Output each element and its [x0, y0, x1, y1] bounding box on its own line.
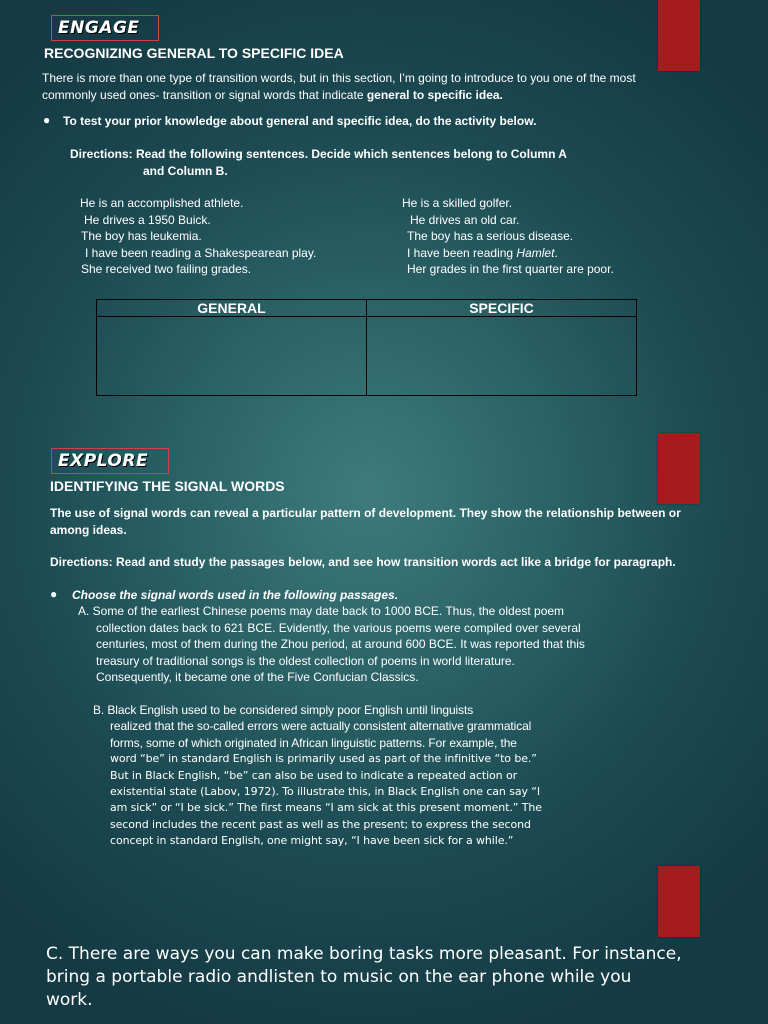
passage-a: [78, 603, 585, 686]
passage-b: [93, 702, 542, 850]
explore-tag: EXPLORE: [51, 448, 169, 474]
passage-b-line: second includes the recent past as well as the present; to express the second: [110, 817, 531, 831]
passage-c-line: work.: [46, 990, 93, 1010]
engage-heading: RECOGNIZING GENERAL TO SPECIFIC IDEA: [44, 45, 344, 61]
left-sentence-list: [80, 195, 316, 278]
engage-directions: [70, 146, 567, 180]
passage-b-line: realized that the so-called errors were actually consistent alternative grammatical: [110, 719, 532, 734]
right-sentence-4-suffix: .: [554, 245, 558, 260]
red-accent-bar-bottom: [658, 866, 700, 937]
engage-directions-line2: and Column B.: [143, 164, 228, 178]
engage-intro-line2: [42, 87, 742, 104]
table-header-general: GENERAL: [97, 300, 367, 317]
passage-a-line: Consequently, it became one of the Five Confucian Classics.: [96, 670, 419, 685]
list-item: He is a skilled golfer.: [402, 196, 513, 210]
list-item: [402, 245, 614, 262]
passage-b-line: existential state (Labov, 1972). To illustrate this, in Black English one can say “I: [110, 785, 541, 799]
passage-a-line: treasury of traditional songs is the oldest collection of poems in world literature.: [96, 653, 515, 668]
explore-intro-line2: among ideas.: [50, 523, 127, 537]
passage-c: [46, 943, 682, 1012]
passage-c-line: bring a portable radio andlisten to music on the ear phone while you: [46, 967, 632, 987]
list-item: Her grades in the first quarter are poor.: [407, 262, 614, 276]
table-cell-specific[interactable]: [367, 317, 637, 396]
list-item: He is an accomplished athlete.: [80, 196, 244, 210]
right-sentence-4-text: I have been reading: [407, 245, 517, 260]
engage-intro-line2-plain: commonly used ones- transition or signal words that indicate: [42, 88, 367, 102]
explore-directions: Directions: Read and study the passages below, and see how transition words act like a bridge for paragraph.: [50, 555, 676, 569]
right-sentence-4-italic: Hamlet: [516, 245, 555, 260]
passage-b-line: forms, some of which originated in African linguistic patterns. For example, the: [110, 735, 517, 750]
red-accent-bar-top: [658, 0, 700, 71]
explore-intro: [50, 505, 681, 539]
passage-a-line: centuries, most of them during the Zhou period, at around 600 BCE. It was reported that this: [96, 637, 585, 652]
engage-intro-line2-bold: general to specific idea.: [366, 88, 503, 102]
list-item: He drives an old car.: [410, 212, 520, 227]
table-header-specific: SPECIFIC: [367, 300, 637, 317]
general-specific-table: [96, 299, 637, 396]
passage-b-line: But in Black English, “be” can also be used to indicate a repeated action or: [110, 768, 517, 782]
explore-intro-line1: The use of signal words can reveal a particular pattern of development. They show the relationship between or: [50, 506, 681, 520]
list-item: She received two failing grades.: [81, 262, 252, 276]
explore-heading: IDENTIFYING THE SIGNAL WORDS: [50, 478, 285, 494]
bullet-dot: ●: [50, 587, 58, 601]
list-item: The boy has leukemia.: [81, 229, 202, 243]
passage-a-line: collection dates back to 621 BCE. Evidently, the various poems were compiled over several: [96, 620, 581, 635]
engage-tag: ENGAGE: [51, 15, 159, 41]
right-sentence-list: [402, 195, 614, 278]
red-accent-bar-middle: [658, 433, 700, 504]
list-item: The boy has a serious disease.: [407, 229, 574, 243]
passage-c-line: C. There are ways you can make boring tasks more pleasant. For instance,: [46, 944, 682, 964]
passage-b-line: B. Black English used to be considered simply poor English until linguists: [93, 703, 474, 717]
list-item: I have been reading a Shakespearean play.: [85, 245, 317, 260]
bullet-dot: ●: [43, 113, 51, 127]
passage-b-line: concept in standard English, one might say, “I have been sick for a while.”: [110, 834, 514, 848]
passage-b-line: am sick” or “I be sick.” The first means “I am sick at this present moment.” The: [110, 801, 542, 815]
passage-b-line: word “be” in standard English is primarily used as part of the infinitive “to be.”: [110, 752, 537, 766]
passage-a-line: A. Some of the earliest Chinese poems may date back to 1000 BCE. Thus, the oldest poem: [78, 604, 565, 618]
explore-bullet: Choose the signal words used in the following passages.: [72, 588, 399, 602]
engage-bullet: To test your prior knowledge about general and specific idea, do the activity below.: [63, 114, 537, 128]
engage-intro-line1: There is more than one type of transition words, but in this section, I’m going to introduce to you one of the most: [42, 71, 636, 85]
engage-intro: [42, 70, 742, 104]
table-cell-general[interactable]: [97, 317, 367, 396]
list-item: He drives a 1950 Buick.: [84, 212, 211, 227]
engage-directions-line1: Directions: Read the following sentences. Decide which sentences belong to Column A: [70, 147, 567, 161]
